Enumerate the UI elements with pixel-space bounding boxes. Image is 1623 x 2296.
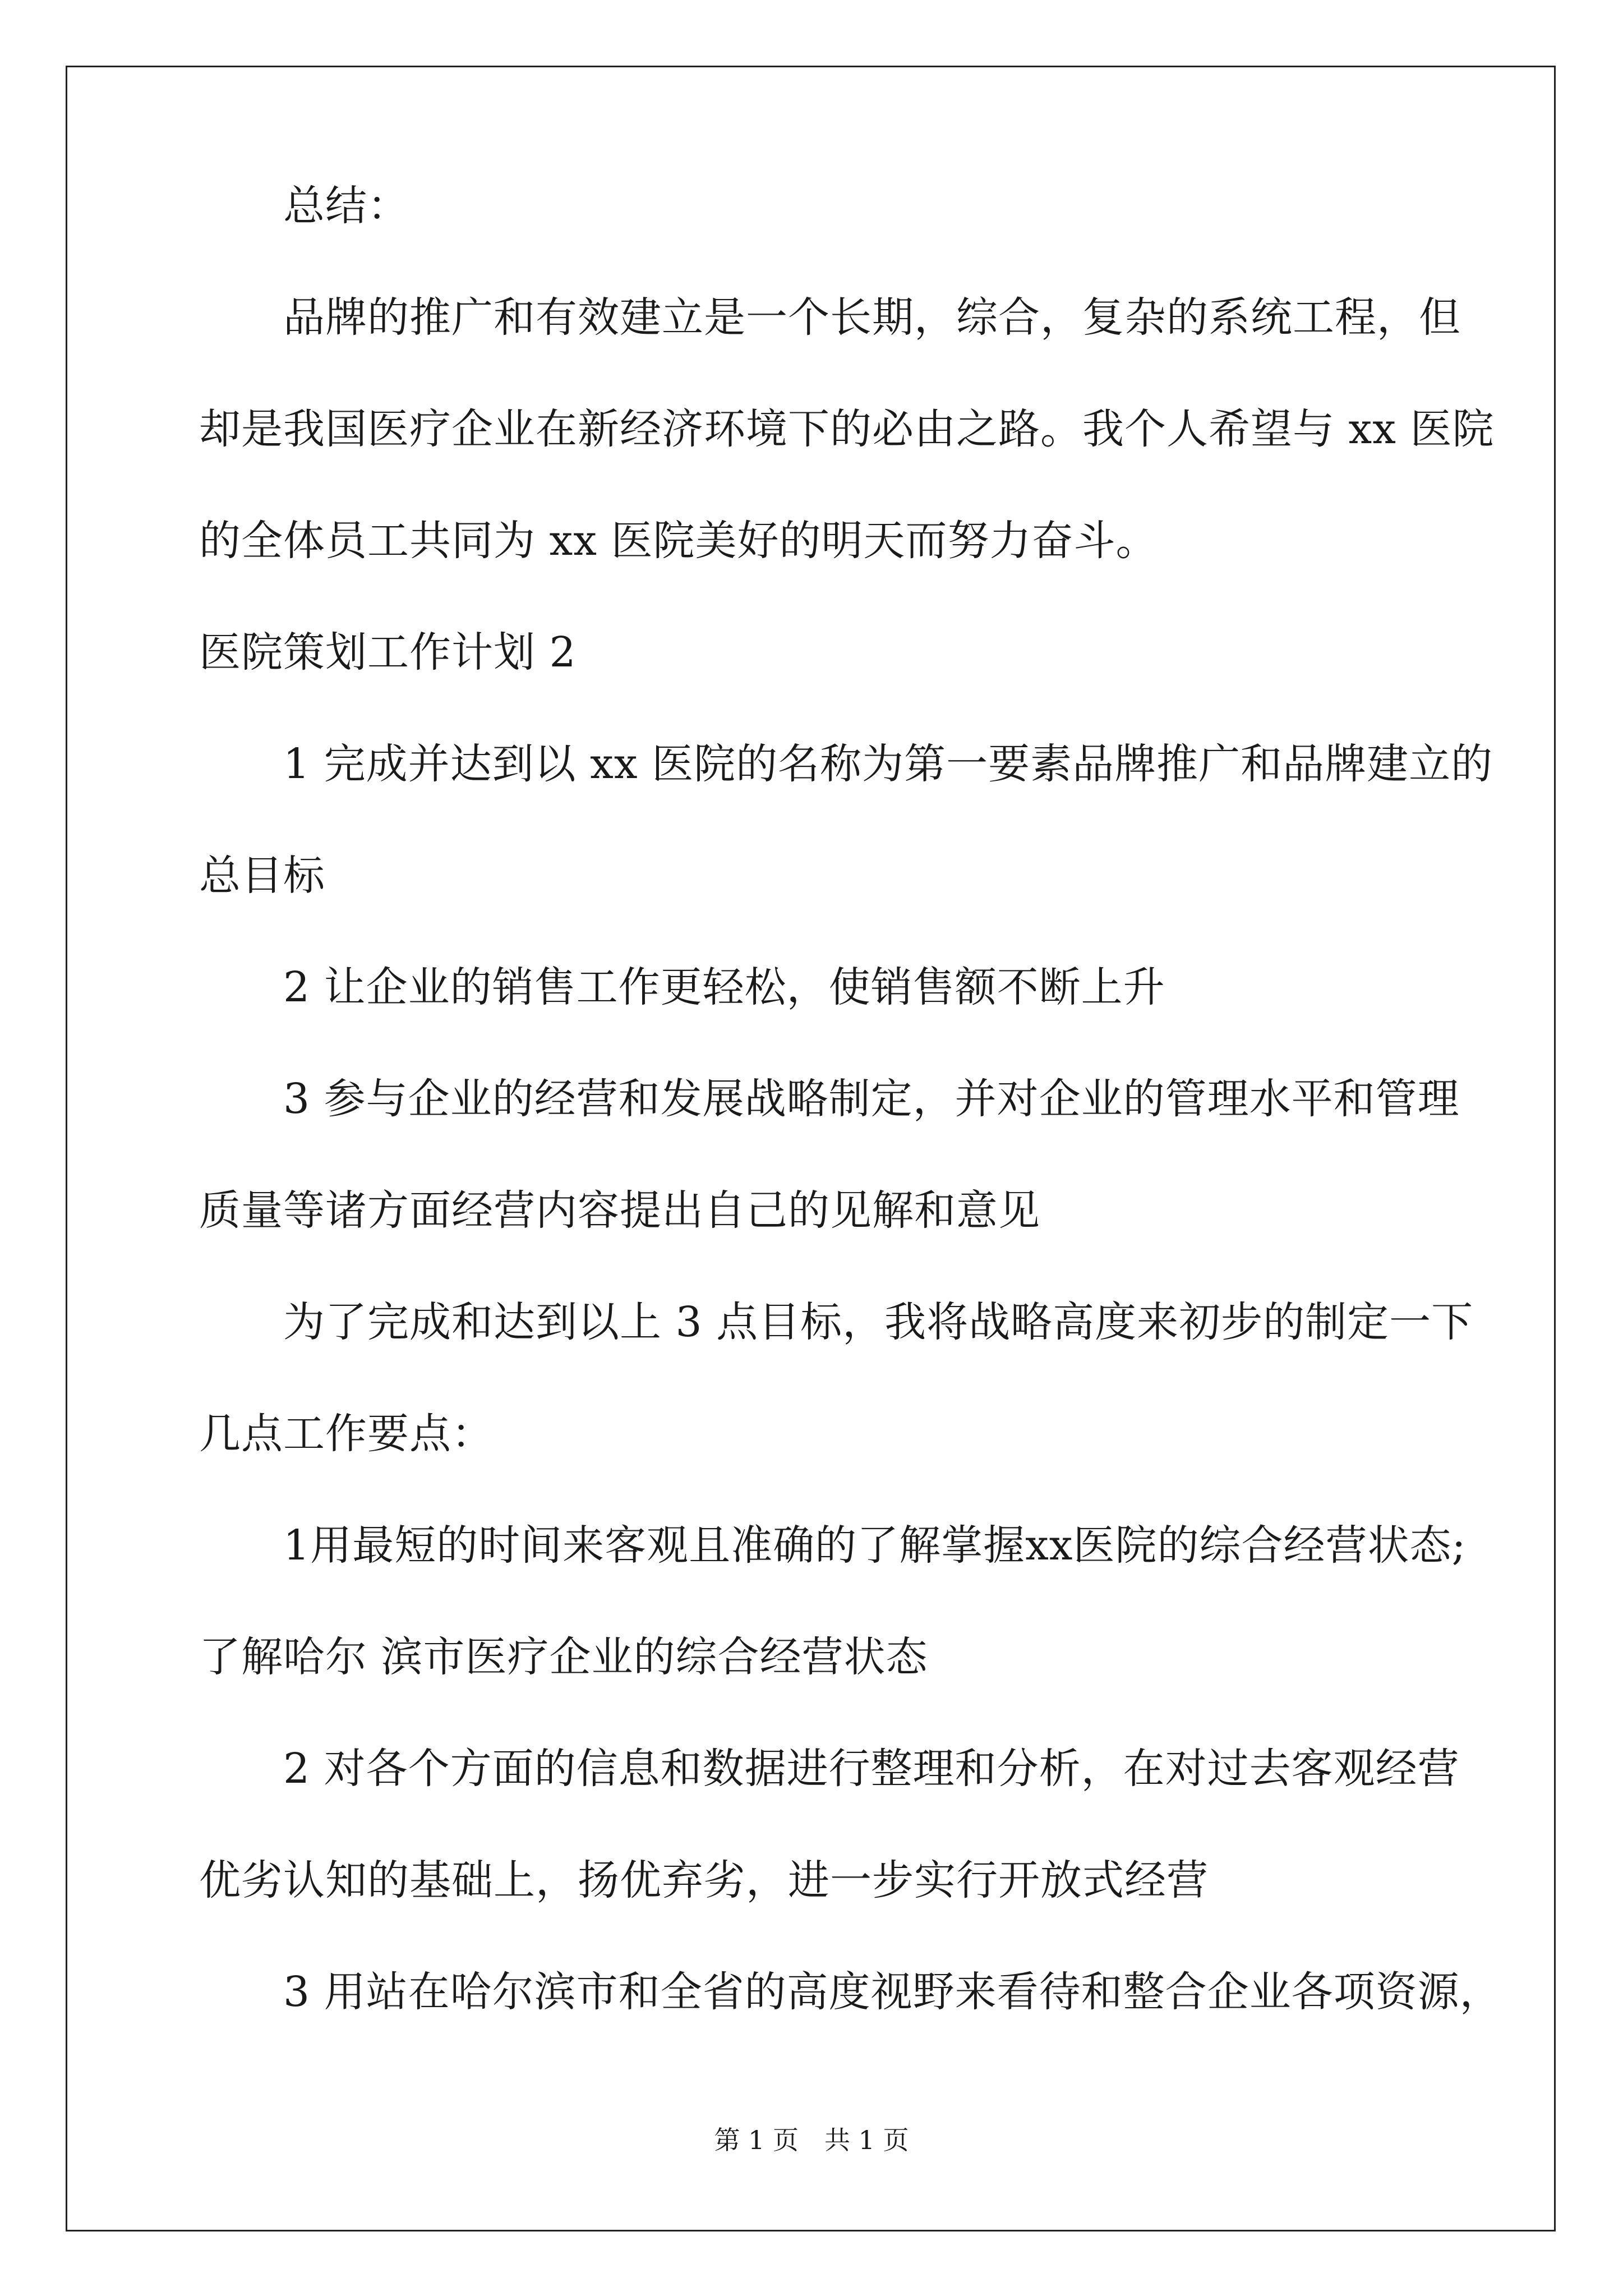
text-line: 总目标	[199, 852, 325, 900]
text-line: 质量等诸方面经营内容提出自己的见解和意见	[199, 1186, 1040, 1235]
text-line: 医院策划工作计划 2	[199, 628, 577, 677]
text-line: 为了完成和达到以上 3 点目标，我将战略高度来初步的制定一下	[283, 1298, 1474, 1346]
document-body	[199, 182, 1502, 2083]
text-line: 优劣认知的基础上，扬优弃劣，进一步实行开放式经营	[199, 1856, 1209, 1904]
text-line: 的全体员工共同为 xx 医院美好的明天而努力奋斗。	[199, 517, 1158, 565]
text-line: 2 对各个方面的信息和数据进行整理和分析，在对过去客观经营	[283, 1745, 1460, 1793]
page-footer: 第 1 页 共 1 页	[714, 2125, 909, 2155]
text-line: 3 参与企业的经营和发展战略制定，并对企业的管理水平和管理	[283, 1075, 1460, 1123]
text-line: 几点工作要点：	[199, 1410, 494, 1458]
text-line: 1用最短的时间来客观且准确的了解掌握xx医院的综合经营状态;	[283, 1521, 1467, 1570]
text-line: 1 完成并达到以 xx 医院的名称为第一要素品牌推广和品牌建立的	[283, 740, 1493, 788]
text-line: 2 让企业的销售工作更轻松，使销售额不断上升	[283, 963, 1165, 1011]
text-line: 了解哈尔 滨市医疗企业的综合经营状态	[199, 1633, 928, 1681]
text-line: 品牌的推广和有效建立是一个长期，综合，复杂的系统工程，但	[283, 293, 1461, 342]
text-line: 3 用站在哈尔滨市和全省的高度视野来看待和整合企业各项资源，	[283, 1968, 1502, 2016]
text-line: 却是我国医疗企业在新经济环境下的必由之路。我个人希望与 xx 医院	[199, 405, 1495, 453]
text-line: 总结：	[283, 182, 409, 230]
